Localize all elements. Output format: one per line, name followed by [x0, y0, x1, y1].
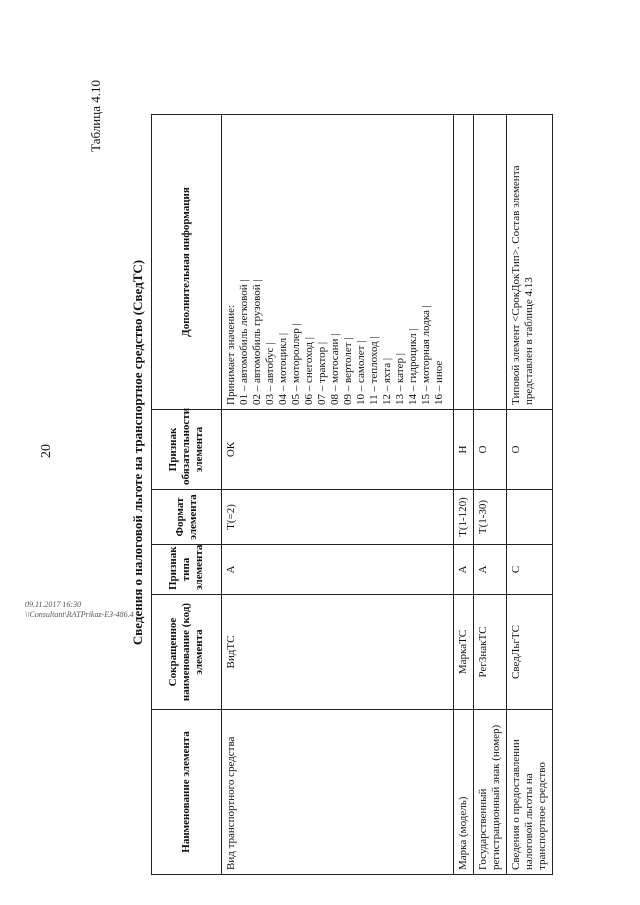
list-item: 01 – автомобиль легковой |	[238, 279, 250, 405]
element-code: СведЛьгТС	[507, 595, 553, 710]
column-header: Наименование элемента	[152, 710, 222, 875]
info-intro: Принимает значение:	[225, 304, 237, 405]
list-item: 14 – гидроцикл |	[407, 328, 419, 405]
list-item: 02 – автомобиль грузовой |	[251, 279, 263, 405]
element-type: С	[507, 545, 553, 595]
list-item: 04 – мотоцикл |	[277, 332, 289, 405]
list-item: 08 – мотосани |	[329, 333, 341, 405]
element-required: О	[474, 410, 507, 490]
element-type: А	[222, 545, 454, 595]
column-header: Сокращенное наименование (код) элемента	[152, 595, 222, 710]
element-info	[454, 115, 474, 410]
element-code: ВидТС	[222, 595, 454, 710]
element-format: Т(1-120)	[454, 490, 474, 545]
element-required: Н	[454, 410, 474, 490]
list-item: 15 – моторная лодка |	[420, 305, 432, 405]
table-row	[222, 115, 454, 875]
element-required: О	[507, 410, 553, 490]
stamp-line: 09.11.2017 16:30	[25, 600, 82, 609]
document-title: Сведения о налоговой льготе на транспортное средство (СведТС)	[130, 259, 145, 646]
element-info: Типовой элемент <СрокДокТип>. Состав элемента представлен в таблице 4.13	[507, 115, 553, 410]
table-caption: Таблица 4.10	[88, 80, 103, 152]
column-header: Формат элемента	[152, 490, 222, 545]
element-name: Сведения о предоставлении налоговой льготы на транспортное средство	[507, 710, 553, 875]
column-header: Признак обязательности элемента	[152, 410, 222, 490]
element-code: МаркаТС	[454, 595, 474, 710]
element-code: РегЗнакТС	[474, 595, 507, 710]
list-item: 16 – иное	[433, 360, 445, 405]
element-format: Т(1-30)	[474, 490, 507, 545]
table-row	[454, 115, 474, 875]
column-header: Дополнительная информация	[152, 115, 222, 410]
column-header: Признак типа элемента	[152, 545, 222, 595]
list-item: 06 – снегоход |	[303, 337, 315, 405]
element-info	[222, 115, 454, 410]
element-required: ОК	[222, 410, 454, 490]
list-item: 13 – катер |	[394, 353, 406, 405]
print-stamp	[25, 600, 134, 620]
table-row	[507, 115, 553, 875]
list-item: 09 – вертолет |	[342, 337, 354, 405]
element-type: А	[454, 545, 474, 595]
list-item: 05 – мотороллер |	[290, 323, 302, 405]
list-item: 11 – теплоход |	[368, 336, 380, 405]
stamp-line: \\Consultant\RATPrikaz-ЕЗ-486.4	[25, 610, 134, 619]
list-item: 03 – автобус |	[264, 342, 276, 405]
value-list	[238, 119, 446, 405]
element-type: А	[474, 545, 507, 595]
list-item: 10 – самолет |	[355, 340, 367, 405]
list-item: 07 – трактор |	[316, 341, 328, 405]
element-format	[507, 490, 553, 545]
element-name: Марка (модель)	[454, 710, 474, 875]
elements-table	[151, 114, 553, 875]
element-info	[474, 115, 507, 410]
element-format: Т(=2)	[222, 490, 454, 545]
element-name: Вид транспортного средства	[222, 710, 454, 875]
header-row	[152, 115, 222, 875]
page-number: 20	[39, 444, 54, 458]
table-row	[474, 115, 507, 875]
element-name: Государственный регистрационный знак (номер)	[474, 710, 507, 875]
list-item: 12 – яхта |	[381, 357, 393, 405]
